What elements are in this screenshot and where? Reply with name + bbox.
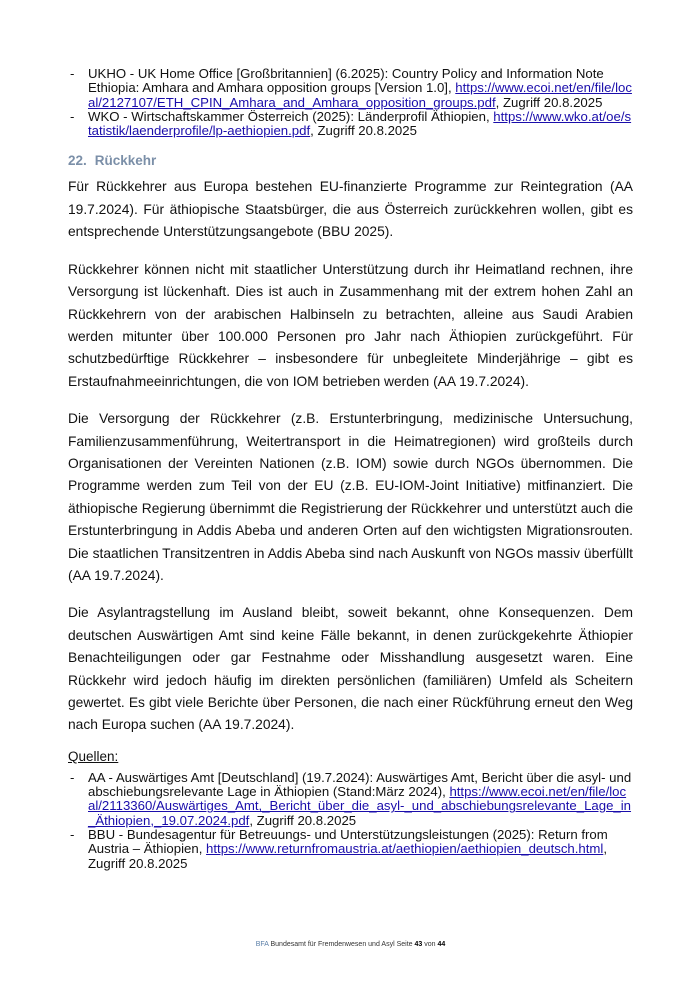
footer-org: Bundesamt für Fremdenwesen und Asyl — [270, 941, 395, 948]
source-link[interactable]: https://www.ecoi.net/en/file/local/2113360/Auswärtiges_Amt,_Bericht_über_die_asyl-_und_abschiebungsrelevante_Lage_in_Äthiopien,_19.07.2024.pdf — [88, 784, 632, 828]
source-text: BBU - Bundesagentur für Betreuungs- und Unterstützungsleistungen (2025): Return from Austria – Äthiopien, — [88, 827, 608, 857]
section-title: Rückkehr — [94, 153, 157, 169]
source-item-wko — [68, 110, 633, 139]
bullet-dash: - — [70, 108, 75, 124]
page-number: 43 — [414, 941, 423, 948]
source-access-date: , Zugriff 20.8.2025 — [495, 94, 603, 110]
source-link[interactable]: https://www.wko.at/oe/statistik/laenderprofile/lp-aethiopien.pdf — [88, 108, 632, 139]
bullet-dash: - — [70, 827, 75, 843]
page-total: 44 — [437, 941, 446, 948]
source-text: UKHO - UK Home Office [Großbritannien] (6.2025): Country Policy and Information Note Ethiopia: Amhara and Amhara opposition groups [Version 1.0], — [88, 66, 604, 96]
paragraph-2: Rückkehrer können nicht mit staatlicher Unterstützung durch ihr Heimatland rechnen, ihre Versorgung ist lückenhaft. Dies ist auch in Zusammenhang mit der extrem hohen Zahl an Rückkehrern von der arabischen Halbinseln zu betrachten, alleine aus Saudi Arabien werden mitunter über 100.000 Personen pro Jahr nach Äthiopien zurückgeführt. Für schutzbedürftige Rückkehrer – insbesondere für unbegleitete Minderjährige – gibt es Erstaufnahmeeinrichtungen, die von IOM betrieben werden (AA 19.7.2024). — [68, 261, 633, 389]
source-item-aa — [68, 771, 633, 828]
paragraph-3: Die Versorgung der Rückkehrer (z.B. Erstunterbringung, medizinische Untersuchung, Familienzusammenführung, Weitertransport in die Heimatregionen) wird großteils durch Organisationen der Vereinten Nationen (z.B. IOM) sowie durch NGOs übernommen. Die Programme werden zum Teil von der EU (z.B. EU-IOM-Joint Initiative) mitfinanziert. Die äthiopische Regierung übernimmt die Registrierung der Rückkehrer und unterstützt auch die Erstunterbringung in Addis Abeba und anderen Orten auf den wichtigsten Migrationsrouten. Die staatlichen Transitzentren in Addis Abeba sind nach Auskunft von NGOs massiv überfüllt (AA 19.7.2024). — [68, 411, 633, 583]
paragraph-1: Für Rückkehrer aus Europa bestehen EU-finanzierte Programme zur Reintegration (AA 19.7.2024). Für äthiopische Staatsbürger, die aus Österreich zurückkehren wollen, gibt es entsprechende Unterstützungsangebote (BBU 2025). — [68, 179, 633, 240]
source-link[interactable]: https://www.ecoi.net/en/file/local/2127107/ETH_CPIN_Amhara_and_Amhara_opposition_groups.pdf — [88, 80, 632, 110]
section-heading — [68, 152, 633, 170]
source-text: WKO - Wirtschaftskammer Österreich (2025): Länderprofil Äthiopien, — [88, 108, 494, 124]
source-item-ukho — [68, 67, 633, 110]
paragraph-4: Die Asylantragstellung im Ausland bleibt, soweit bekannt, ohne Konsequenzen. Dem deutschen Auswärtigen Amt sind keine Fälle bekannt, in denen zurückgekehrte Äthiopier Benachteiligungen oder gar Festnahme oder Misshandlung ausgesetzt waren. Eine Rückkehr wird jedoch häufig im direkten persönlichen (familiären) Umfeld als Scheitern gewertet. Es gibt viele Berichte über Personen, die nach einer Rückführung erneut den Weg nach Europa suchen (AA 19.7.2024). — [68, 605, 633, 733]
source-item-bbu — [68, 828, 633, 871]
section-number: 22. — [68, 153, 87, 169]
top-sources-list — [68, 67, 633, 138]
bullet-dash: - — [70, 769, 75, 785]
bfa-logo: BFA — [255, 941, 269, 948]
footer-page-label: Seite — [396, 941, 413, 948]
source-text: AA - Auswärtiges Amt [Deutschland] (19.7.2024): Auswärtiges Amt, Bericht über die asyl- und abschiebungsrelevante Lage in Äthiopien (Stand:März 2024), — [88, 769, 632, 800]
sources-heading: Quellen: — [68, 748, 119, 764]
source-access-date: , Zugriff 20.8.2025 — [88, 841, 608, 871]
source-access-date: , Zugriff 20.8.2025 — [249, 812, 357, 828]
footer-of-label: von — [424, 941, 436, 948]
source-link[interactable]: https://www.returnfromaustria.at/aethiopien/aethiopien_deutsch.html — [206, 841, 604, 857]
source-access-date: , Zugriff 20.8.2025 — [310, 123, 417, 139]
page-footer — [68, 910, 633, 950]
sources-list — [68, 771, 633, 871]
bullet-dash: - — [70, 66, 75, 81]
